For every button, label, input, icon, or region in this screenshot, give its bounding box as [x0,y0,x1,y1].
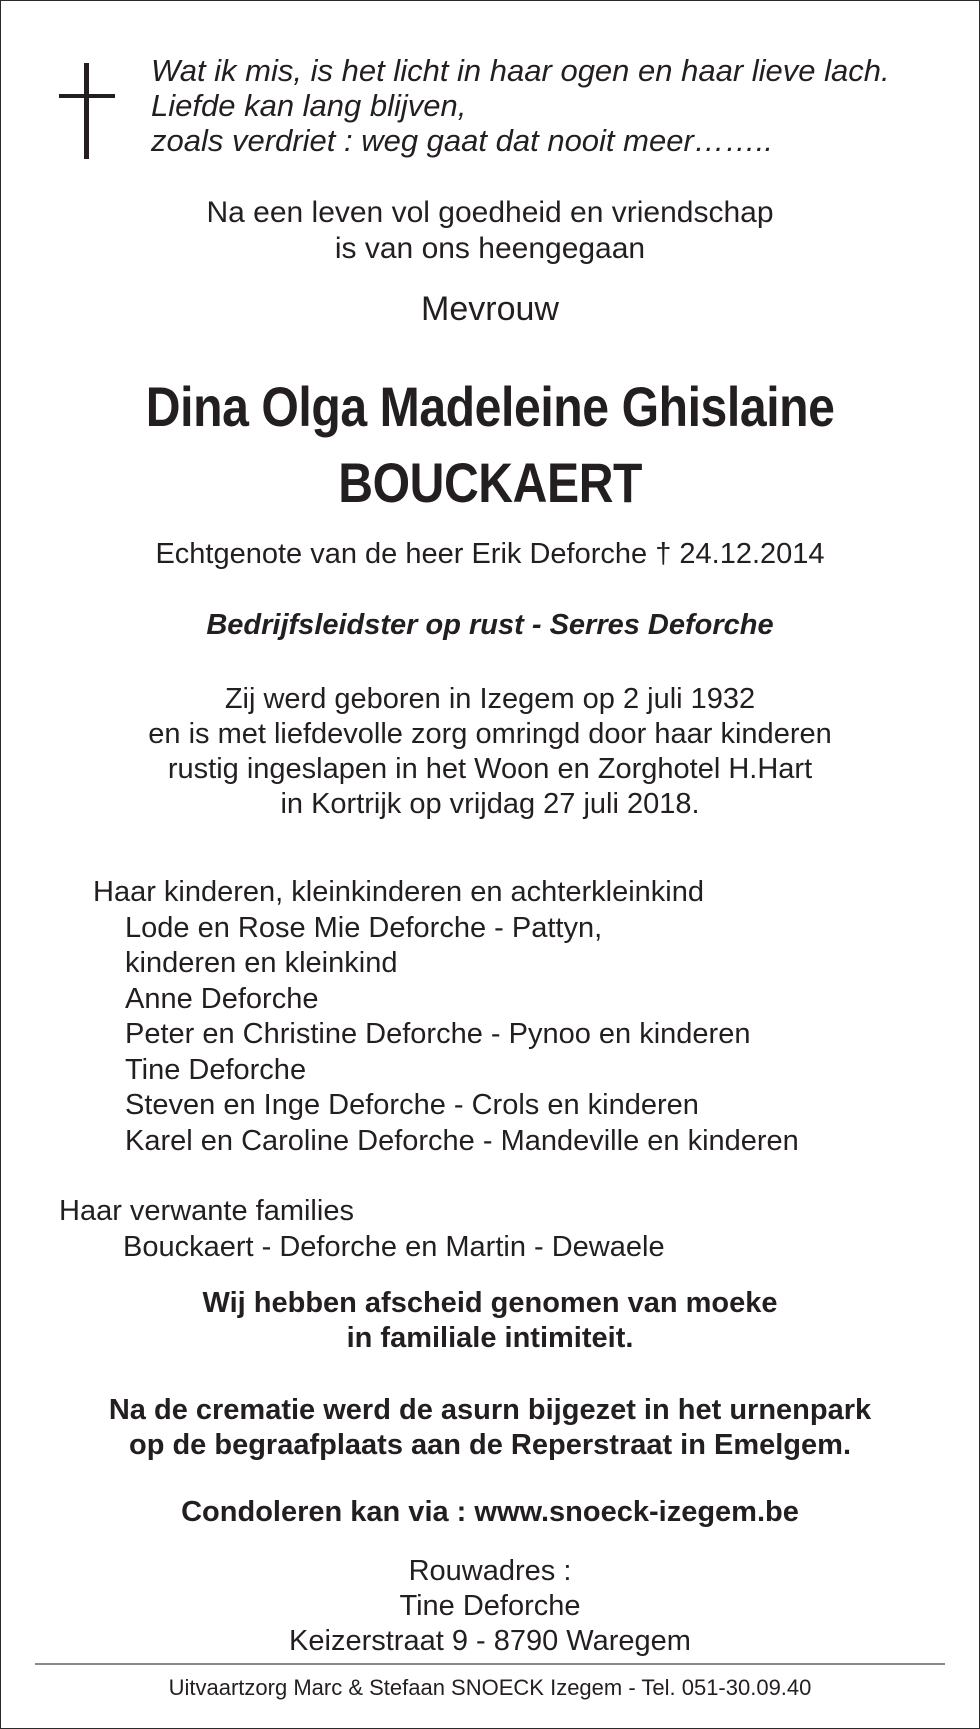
cremation-line: op de begraafplaats aan de Reperstraat in Emelgem. [128,1429,851,1461]
salutation: Mevrouw [421,290,559,328]
address-label: Rouwadres : [408,1555,572,1587]
given-names: Dina Olga Madeleine Ghislaine [145,375,835,438]
family-member: Lode en Rose Mie Deforche - Pattyn, [125,911,603,944]
cross-icon [59,63,115,159]
birth-death-text [1,682,979,822]
poem-line: zoals verdriet : weg gaat dat nooit meer…….. [151,123,774,158]
family-member: Karel en Caroline Deforche - Mandeville en kinderen [125,1124,799,1157]
birth-line: in Kortrijk op vrijdag 27 juli 2018. [280,788,700,820]
intro-line: Na een leven vol goedheid en vriendschap [206,196,774,229]
occupation-line: Bedrijfsleidster op rust - Serres Deforche [206,609,774,641]
birth-line: rustig ingeslapen in het Woon en Zorghotel H.Hart [167,753,813,785]
family-member: Tine Deforche [125,1053,307,1086]
cremation-note [1,1393,979,1463]
cremation-line: Na de crematie werd de asurn bijgezet in het urnenpark [108,1394,872,1426]
intro-line: is van ons heengegaan [334,232,646,265]
address-name: Tine Deforche [399,1590,581,1622]
family-list [93,875,799,1159]
condolence-line: Condoleren kan via : www.snoeck-izegem.be [181,1496,799,1528]
farewell-line: Wij hebben afscheid genomen van moeke [202,1287,778,1319]
deceased-name [70,369,911,521]
birth-line: Zij werd geboren in Izegem op 2 juli 1932 [224,683,756,715]
family-heading: Haar kinderen, kleinkinderen en achterkleinkind [93,876,704,908]
mourning-address [1,1554,979,1659]
family-member: kinderen en kleinkind [125,947,398,979]
family-member: Anne Deforche [125,982,319,1015]
poem-line: Liefde kan lang blijven, [151,88,467,123]
farewell-note [1,1286,979,1356]
address-street: Keizerstraat 9 - 8790 Waregem [289,1625,691,1657]
family-member: Steven en Inge Deforche - Crols en kinderen [125,1089,699,1121]
relatives-member: Bouckaert - Deforche en Martin - Dewaele [123,1231,665,1263]
poem-line: Wat ik mis, is het licht in haar ogen en haar lieve lach. [151,53,890,88]
birth-line: en is met liefdevolle zorg omringd door haar kinderen [148,718,832,750]
relatives-heading: Haar verwante families [59,1195,354,1227]
intro-text [1,195,979,267]
divider [35,1663,945,1665]
poem [151,53,890,158]
surname: BOUCKAERT [338,451,643,514]
farewell-line: in familiale intimiteit. [346,1322,634,1354]
funeral-home-footer: Uitvaartzorg Marc & Stefaan SNOECK Izegem - Tel. 051-30.09.40 [168,1675,812,1700]
spouse-line: Echtgenote van de heer Erik Deforche † 24.12.2014 [155,538,825,570]
family-member: Peter en Christine Deforche - Pynoo en kinderen [125,1018,751,1050]
relatives-list [59,1193,665,1265]
